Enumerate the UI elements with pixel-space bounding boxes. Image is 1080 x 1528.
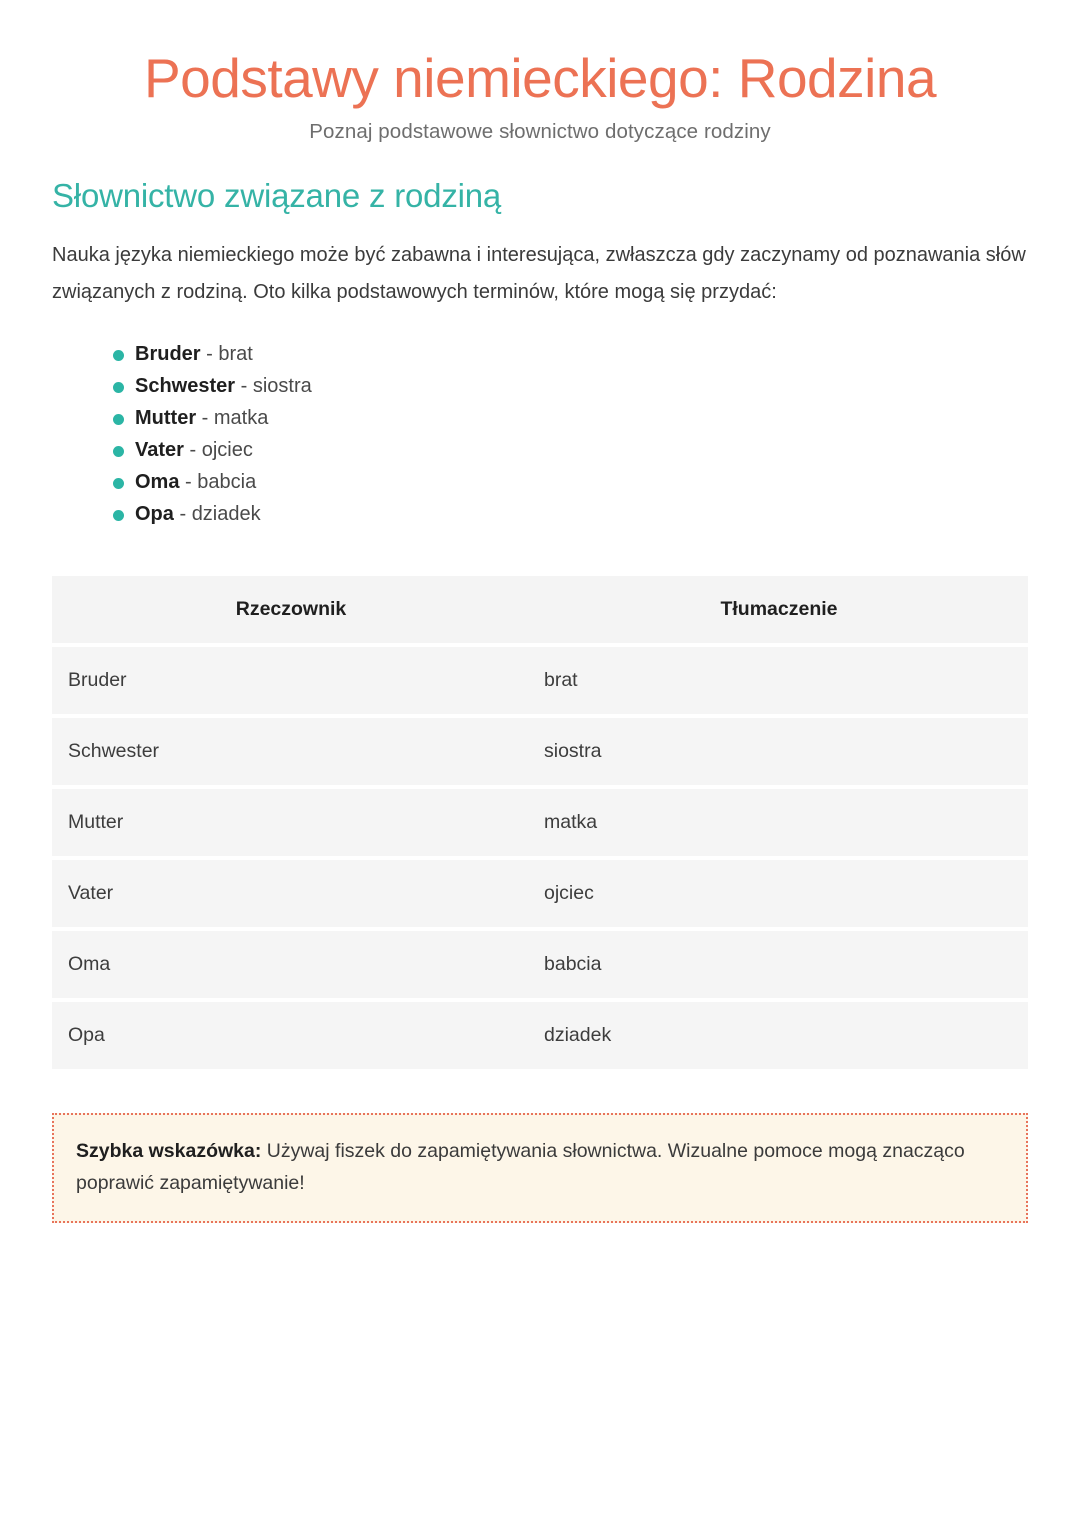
page-subtitle: Poznaj podstawowe słownictwo dotyczące rodziny xyxy=(309,119,771,143)
quick-tip-text xyxy=(76,1136,1004,1199)
list-item xyxy=(113,469,1028,501)
document-header xyxy=(0,0,1080,144)
table-row xyxy=(52,789,1028,856)
list-item-separator: - xyxy=(173,503,192,526)
list-item-term: Bruder xyxy=(135,343,201,366)
table-cell-noun: Mutter xyxy=(52,789,530,856)
list-item-translation: matka xyxy=(213,407,269,430)
list-item-translation: dziadek xyxy=(191,503,261,526)
list-item-term: Schwester xyxy=(135,375,236,398)
document-content xyxy=(0,176,1080,1224)
list-item-term: Opa xyxy=(135,503,174,526)
table-cell-translation: ojciec xyxy=(530,860,1028,927)
table-cell-noun: Schwester xyxy=(52,718,530,785)
table-header xyxy=(52,576,1028,643)
list-item-separator: - xyxy=(183,439,202,462)
list-item-term: Vater xyxy=(135,439,184,462)
table-row xyxy=(52,931,1028,998)
bullet-dot-icon xyxy=(113,414,124,425)
list-item-translation: ojciec xyxy=(201,439,253,462)
list-item-translation: brat xyxy=(218,343,253,366)
page-title: Podstawy niemieckiego: Rodzina xyxy=(143,47,937,109)
table-cell-noun: Vater xyxy=(52,860,530,927)
table-cell-translation: siostra xyxy=(530,718,1028,785)
quick-tip-callout xyxy=(52,1113,1028,1223)
table-cell-translation: matka xyxy=(530,789,1028,856)
bullet-dot-icon xyxy=(113,478,124,489)
vocabulary-table xyxy=(52,572,1028,1073)
list-item xyxy=(113,405,1028,437)
column-header-translation: Tłumaczenie xyxy=(530,576,1028,643)
table-row xyxy=(52,647,1028,714)
quick-tip-body: Używaj fiszek do zapamiętywania słownictwa. Wizualne pomoce mogą znacząco poprawić zapamiętywanie! xyxy=(76,1140,965,1194)
table-cell-translation: dziadek xyxy=(530,1002,1028,1069)
table-row xyxy=(52,860,1028,927)
column-header-noun: Rzeczownik xyxy=(52,576,530,643)
list-item-translation: babcia xyxy=(197,471,257,494)
list-item-separator: - xyxy=(179,471,198,494)
table-header-row xyxy=(52,576,1028,643)
list-item xyxy=(113,373,1028,405)
bullet-dot-icon xyxy=(113,382,124,393)
table-row xyxy=(52,718,1028,785)
section-heading: Słownictwo związane z rodziną xyxy=(52,176,502,214)
table-cell-noun: Bruder xyxy=(52,647,530,714)
list-item-separator: - xyxy=(200,343,219,366)
intro-paragraph: Nauka języka niemieckiego może być zabawna i interesująca, zwłaszcza gdy zaczynamy od poznawania słów związanych z rodziną. Oto kilka podstawowych terminów, które mogą się przydać: xyxy=(52,244,1026,304)
table-cell-translation: brat xyxy=(530,647,1028,714)
list-item-term: Mutter xyxy=(135,407,197,430)
list-item-term: Oma xyxy=(135,471,180,494)
bullet-dot-icon xyxy=(113,350,124,361)
bullet-dot-icon xyxy=(113,446,124,457)
table-body xyxy=(52,647,1028,1069)
quick-tip-label: Szybka wskazówka: xyxy=(76,1140,262,1163)
list-item xyxy=(113,437,1028,469)
list-item xyxy=(113,501,1028,533)
list-item-translation: siostra xyxy=(252,375,312,398)
list-item-separator: - xyxy=(196,407,214,430)
table-cell-noun: Opa xyxy=(52,1002,530,1069)
list-item-separator: - xyxy=(235,375,253,398)
bullet-dot-icon xyxy=(113,510,124,521)
table-cell-noun: Oma xyxy=(52,931,530,998)
list-item xyxy=(113,341,1028,373)
vocabulary-bullet-list xyxy=(52,341,1028,533)
table-cell-translation: babcia xyxy=(530,931,1028,998)
table-row xyxy=(52,1002,1028,1069)
